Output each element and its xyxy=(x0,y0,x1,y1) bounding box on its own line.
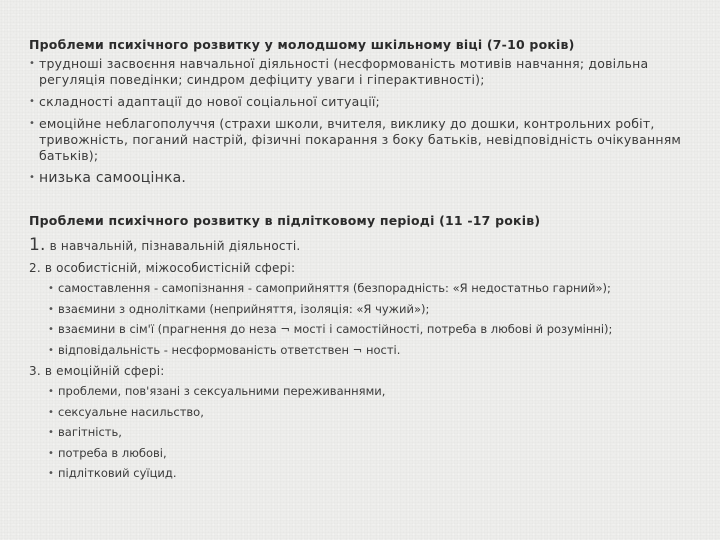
list-item xyxy=(48,281,678,297)
section2-heading: Проблеми психічного розвитку в підлітковому періоді (11 -17 років) xyxy=(29,213,541,228)
bullet-text: проблеми, пов'язані з сексуальними переживаннями, xyxy=(58,384,386,398)
bullet-text: трудноші засвоєння навчальної діяльності (несформованість мотивів навчання; довільна регуляція поведінки; синдром дефіциту уваги і гіперактивності); xyxy=(39,56,649,87)
list-item xyxy=(48,302,678,318)
bullet-text: підлітковий суїцид. xyxy=(58,466,177,480)
bullet-icon: • xyxy=(29,118,36,129)
bullet-icon: • xyxy=(48,344,54,356)
section2-numbered-list xyxy=(29,237,689,487)
bullet-text: потреба в любові, xyxy=(58,445,167,460)
numbered-item xyxy=(29,260,689,276)
bullet-text: вагітність, xyxy=(58,425,122,439)
bullet-icon: • xyxy=(48,386,54,397)
bullet-text: низька самооцінка. xyxy=(39,170,187,186)
bullet-icon: • xyxy=(29,96,36,107)
bullet-icon: • xyxy=(48,447,54,459)
item-text: в емоційній сфері: xyxy=(44,364,165,378)
bullet-icon: • xyxy=(48,303,54,315)
item-text: в навчальній, пізнавальній діяльності. xyxy=(49,239,301,253)
sub-bullet-list xyxy=(29,384,689,482)
bullet-icon: • xyxy=(48,283,54,294)
bullet-text: самоставлення - самопізнання - самоприйняття (безпорадність: «Я недостатньо гарний»); xyxy=(58,281,611,295)
bullet-icon: • xyxy=(29,58,36,69)
bullet-text: сексуальне насильство, xyxy=(58,404,204,419)
numbered-item xyxy=(29,363,689,379)
list-item xyxy=(48,343,678,359)
numbered-item xyxy=(29,237,689,254)
bullet-icon: • xyxy=(48,468,54,479)
bullet-icon: • xyxy=(48,324,54,335)
item-number: 1. xyxy=(29,235,46,255)
list-item xyxy=(48,425,678,441)
list-item xyxy=(29,94,689,110)
list-item xyxy=(29,56,689,88)
list-item xyxy=(48,384,678,400)
bullet-text: взаємини з однолітками (неприйняття, ізоляція: «Я чужий»); xyxy=(58,301,430,316)
list-item xyxy=(29,116,689,164)
list-item xyxy=(29,170,689,186)
section1-bullet-list xyxy=(29,56,689,192)
list-item xyxy=(48,466,678,482)
bullet-icon: • xyxy=(48,406,54,418)
item-number: 2. xyxy=(29,261,41,275)
bullet-text: емоційне неблагополуччя (страхи школи, вчителя, виклику до дошки, контрольних робіт, тривожність, поганий настрій, фізичні покарання з боку батьків, невідповідність очікуванням батьків); xyxy=(39,116,682,163)
list-item xyxy=(48,446,678,462)
bullet-text: взаємини в сім'ї (прагнення до неза ¬ мості і самостійності, потреба в любові й розумінні); xyxy=(58,322,613,336)
list-item xyxy=(48,322,678,338)
bullet-text: відповідальність - несформованість ответствен ¬ ності. xyxy=(58,342,401,357)
sub-bullet-list xyxy=(29,281,689,358)
item-text: в особистісній, міжособистісній сфері: xyxy=(44,261,296,275)
bullet-icon: • xyxy=(29,172,36,183)
bullet-icon: • xyxy=(48,427,54,438)
bullet-text: складності адаптації до нової соціальної ситуації; xyxy=(39,94,380,109)
section1-heading: Проблеми психічного розвитку у молодшому шкільному віці (7-10 років) xyxy=(29,37,575,52)
list-item xyxy=(48,405,678,421)
item-number: 3. xyxy=(29,364,41,378)
